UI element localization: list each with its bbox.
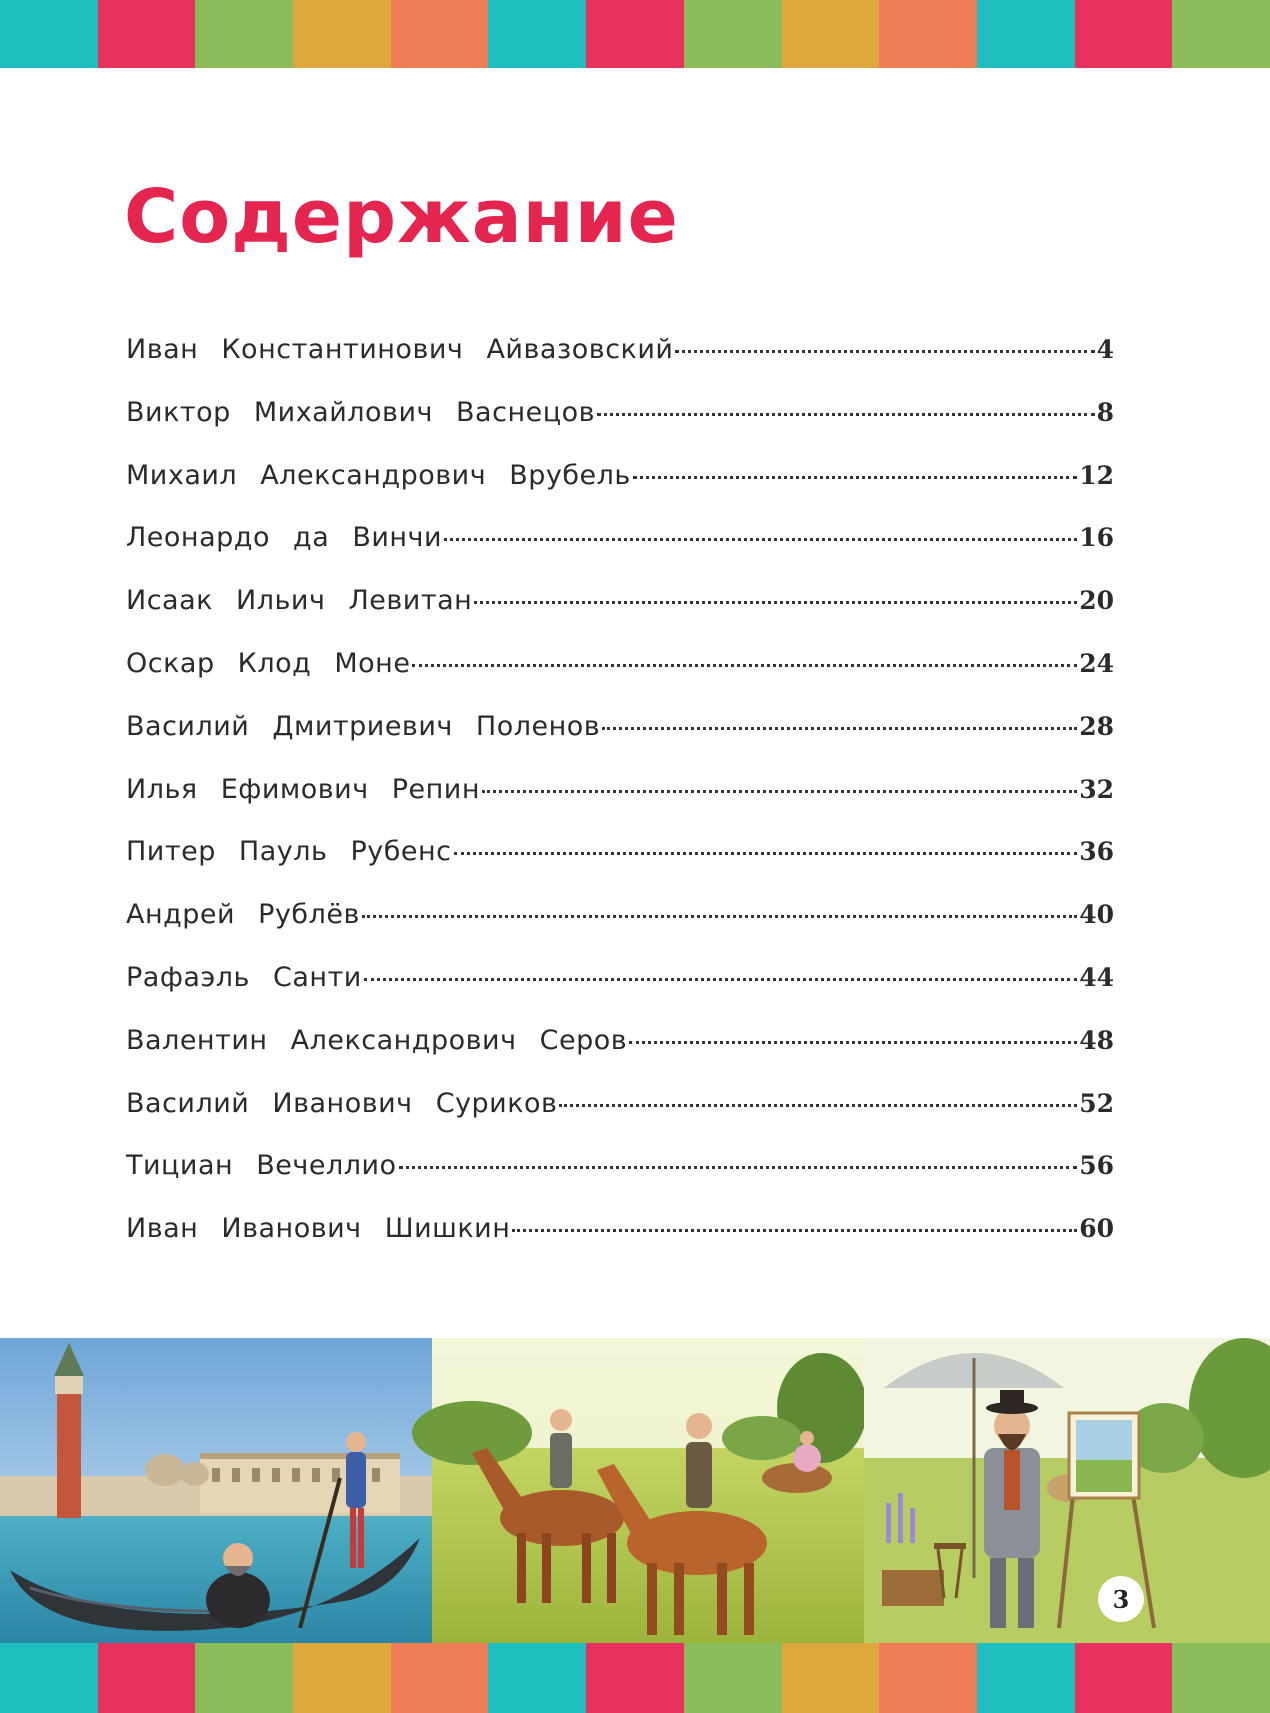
toc-entry[interactable] [126, 460, 1114, 523]
toc-entry-page: 28 [1079, 711, 1114, 741]
stripe-segment [586, 1643, 684, 1713]
toc-entry-page: 52 [1079, 1088, 1114, 1118]
stripe-segment [488, 1643, 586, 1713]
toc-entry[interactable] [126, 648, 1114, 711]
toc-entry-page: 4 [1096, 335, 1114, 364]
stripe-segment [293, 1643, 391, 1713]
toc-entry-name: Питер Пауль Рубенс [126, 836, 452, 868]
toc-entry-page: 32 [1079, 774, 1114, 804]
toc-entry-name: Иван Константинович Айвазовский [126, 334, 674, 365]
toc-entry[interactable] [126, 522, 1114, 585]
toc-entry-name: Рафаэль Санти [126, 961, 362, 993]
stripe-segment [684, 0, 782, 68]
toc-entry-name: Леонардо да Винчи [126, 522, 443, 554]
toc-entry-page: 40 [1079, 900, 1114, 930]
stripe-segment [684, 1643, 782, 1713]
stripe-segment [782, 1643, 880, 1713]
toc-leader-dots [512, 1228, 1077, 1232]
stripe-segment [391, 0, 489, 68]
stripe-segment [293, 0, 391, 68]
toc-entry-name: Тициан Вечеллио [126, 1150, 397, 1182]
toc-leader-dots [482, 789, 1077, 793]
stripe-segment [98, 1643, 196, 1713]
toc-entry-page: 8 [1096, 397, 1114, 427]
toc-entry[interactable] [126, 585, 1114, 648]
stripe-segment [195, 1643, 293, 1713]
toc-entry[interactable] [126, 1213, 1114, 1276]
toc-entry-page: 48 [1079, 1025, 1114, 1055]
toc-entry[interactable] [126, 899, 1114, 962]
toc-leader-dots [633, 475, 1077, 479]
toc-leader-dots [412, 663, 1077, 667]
toc-leader-dots [474, 600, 1077, 604]
stripe-segment [98, 0, 196, 68]
bottom-color-stripe [0, 1643, 1270, 1713]
stripe-segment [977, 1643, 1075, 1713]
toc-entry-name: Андрей Рублёв [126, 899, 360, 931]
toc-entry-name: Василий Дмитриевич Поленов [126, 710, 601, 742]
toc-entry-name: Василий Иванович Суриков [126, 1087, 558, 1119]
toc-leader-dots [602, 726, 1077, 730]
table-of-contents [126, 334, 1114, 1276]
toc-entry-page: 44 [1079, 962, 1114, 992]
toc-leader-dots [364, 977, 1077, 981]
toc-entry-name: Иван Иванович Шишкин [126, 1213, 511, 1245]
toc-entry[interactable] [126, 962, 1114, 1025]
horse-riders-illustration [412, 1338, 867, 1643]
toc-entry-page: 56 [1079, 1151, 1114, 1181]
page-number: 3 [1098, 1576, 1144, 1622]
toc-leader-dots [675, 349, 1094, 353]
toc-leader-dots [362, 914, 1077, 918]
stripe-segment [1172, 1643, 1270, 1713]
toc-entry[interactable] [126, 836, 1114, 899]
stripe-segment [1075, 0, 1173, 68]
toc-entry-name: Виктор Михайлович Васнецов [126, 396, 596, 428]
toc-leader-dots [444, 537, 1077, 541]
toc-leader-dots [629, 1040, 1077, 1044]
toc-leader-dots [399, 1165, 1078, 1169]
stripe-segment [879, 1643, 977, 1713]
stripe-segment [782, 0, 880, 68]
painter-illustration [864, 1338, 1270, 1643]
stripe-segment [1172, 0, 1270, 68]
toc-leader-dots [454, 851, 1078, 855]
toc-entry-name: Исаак Ильич Левитан [126, 585, 473, 617]
stripe-segment [391, 1643, 489, 1713]
stripe-segment [586, 0, 684, 68]
toc-entry-name: Валентин Александрович Серов [126, 1024, 628, 1056]
toc-entry-page: 60 [1079, 1214, 1114, 1244]
stripe-segment [488, 0, 586, 68]
top-color-stripe [0, 0, 1270, 68]
illustration-strip [0, 1338, 1270, 1643]
toc-entry-name: Михаил Александрович Врубель [126, 459, 631, 491]
toc-entry[interactable] [126, 1088, 1114, 1151]
toc-leader-dots [597, 412, 1095, 416]
stripe-segment [879, 0, 977, 68]
toc-leader-dots [559, 1103, 1077, 1107]
toc-entry[interactable] [126, 711, 1114, 774]
toc-entry[interactable] [126, 334, 1114, 397]
toc-entry-page: 24 [1079, 648, 1114, 678]
toc-entry-page: 12 [1079, 460, 1114, 490]
stripe-segment [0, 0, 98, 68]
toc-entry-page: 16 [1079, 523, 1114, 553]
stripe-segment [977, 0, 1075, 68]
page-title: Содержание [124, 174, 679, 260]
stripe-segment [1075, 1643, 1173, 1713]
venice-gondola-illustration [0, 1338, 432, 1643]
toc-entry[interactable] [126, 397, 1114, 460]
toc-entry-page: 36 [1079, 837, 1114, 867]
stripe-segment [195, 0, 293, 68]
toc-entry[interactable] [126, 774, 1114, 837]
toc-entry[interactable] [126, 1025, 1114, 1088]
toc-entry-name: Оскар Клод Моне [126, 647, 411, 679]
toc-entry[interactable] [126, 1150, 1114, 1213]
toc-entry-page: 20 [1079, 586, 1114, 616]
stripe-segment [0, 1643, 98, 1713]
toc-entry-name: Илья Ефимович Репин [126, 773, 481, 805]
